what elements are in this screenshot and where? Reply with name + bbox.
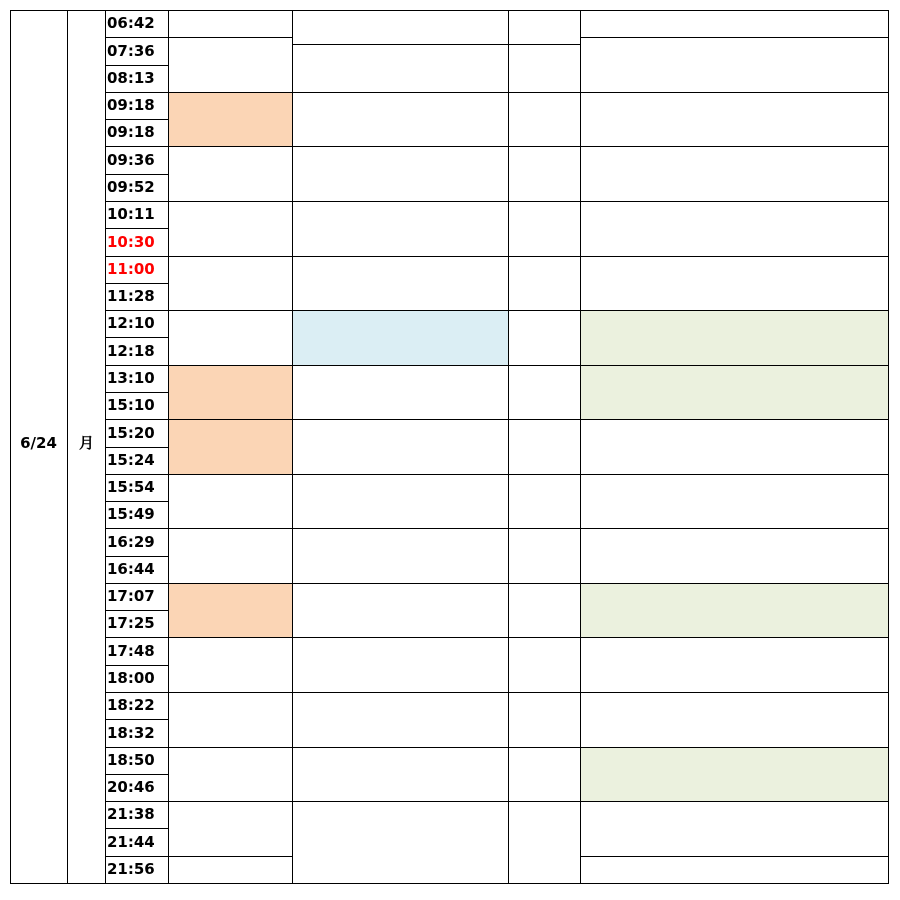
grid-hline: [168, 365, 293, 366]
grid-hline: [292, 146, 581, 147]
grid-vline: [580, 10, 581, 884]
time-cell: 10:30: [107, 232, 155, 251]
grid-hline: [105, 610, 169, 611]
time-cell: 21:44: [107, 832, 155, 851]
grid-hline: [580, 419, 889, 420]
time-cell: 08:13: [107, 69, 155, 87]
time-cell: 10:11: [107, 205, 155, 223]
grid-hline: [105, 856, 169, 857]
time-cell: 18:00: [107, 669, 155, 687]
station-fill: [168, 419, 292, 474]
time-cell: 15:20: [107, 423, 155, 442]
grid-hline: [105, 501, 169, 502]
note-fill: [580, 365, 888, 419]
grid-hline: [168, 37, 293, 38]
grid-hline: [105, 747, 169, 748]
time-cell: 12:10: [107, 314, 155, 332]
time-cell: 15:24: [107, 451, 155, 469]
time-cell: 18:22: [107, 696, 155, 714]
station-fill: [168, 92, 292, 146]
time-cell: 11:28: [107, 287, 155, 305]
grid-vline: [292, 10, 293, 884]
grid-hline: [580, 37, 889, 38]
grid-hline: [105, 37, 169, 38]
time-cell: 21:56: [107, 860, 155, 878]
date-cell: 6/24: [20, 434, 57, 452]
grid-hline: [105, 283, 169, 284]
time-cell: 06:42: [107, 14, 155, 32]
grid-hline: [168, 92, 293, 93]
grid-hline: [105, 365, 169, 366]
grid-vline: [508, 10, 509, 884]
grid-hline: [105, 310, 169, 311]
weekday-cell: 月: [78, 434, 94, 452]
grid-hline: [105, 665, 169, 666]
note-fill: [580, 583, 888, 637]
grid-hline: [10, 10, 889, 11]
grid-hline: [105, 719, 169, 720]
grid-hline: [292, 801, 581, 802]
grid-hline: [105, 201, 169, 202]
grid-hline: [168, 310, 293, 311]
time-cell: 09:18: [107, 123, 155, 141]
grid-hline: [168, 692, 293, 693]
grid-hline: [292, 365, 581, 366]
time-cell: 20:46: [107, 778, 155, 796]
grid-hline: [580, 583, 889, 584]
time-cell: 13:10: [107, 369, 155, 387]
grid-hline: [292, 474, 581, 475]
grid-hline: [580, 692, 889, 693]
grid-hline: [168, 856, 293, 857]
grid-hline: [105, 447, 169, 448]
grid-vline: [888, 10, 889, 884]
grid-hline: [10, 883, 889, 884]
grid-hline: [168, 528, 293, 529]
grid-hline: [292, 583, 581, 584]
grid-hline: [168, 201, 293, 202]
grid-hline: [105, 692, 169, 693]
grid-hline: [105, 801, 169, 802]
time-cell: 16:29: [107, 532, 155, 551]
grid-hline: [105, 528, 169, 529]
grid-hline: [105, 337, 169, 338]
grid-hline: [105, 92, 169, 93]
grid-hline: [292, 201, 581, 202]
grid-hline: [580, 92, 889, 93]
grid-hline: [292, 92, 581, 93]
time-cell: 21:38: [107, 805, 155, 823]
grid-hline: [292, 310, 581, 311]
grid-hline: [168, 801, 293, 802]
grid-hline: [105, 774, 169, 775]
time-cell: 11:00: [107, 260, 155, 278]
grid-hline: [105, 174, 169, 175]
grid-hline: [292, 747, 581, 748]
grid-hline: [105, 419, 169, 420]
time-cell: 09:18: [107, 96, 155, 114]
grid-hline: [105, 828, 169, 829]
grid-hline: [580, 747, 889, 748]
grid-hline: [580, 201, 889, 202]
grid-hline: [105, 119, 169, 120]
time-cell: 09:52: [107, 178, 155, 196]
grid-vline: [10, 10, 11, 884]
grid-vline: [168, 10, 169, 884]
grid-hline: [580, 256, 889, 257]
grid-hline: [105, 637, 169, 638]
time-cell: 16:44: [107, 560, 155, 578]
grid-hline: [292, 419, 581, 420]
time-cell: 09:36: [107, 150, 155, 169]
grid-hline: [168, 583, 293, 584]
grid-hline: [580, 528, 889, 529]
grid-hline: [580, 474, 889, 475]
grid-hline: [168, 256, 293, 257]
time-cell: 15:54: [107, 478, 155, 496]
grid-hline: [580, 365, 889, 366]
grid-hline: [105, 256, 169, 257]
note-fill: [580, 747, 888, 801]
grid-hline: [168, 419, 293, 420]
time-cell: 07:36: [107, 41, 155, 60]
grid-hline: [168, 474, 293, 475]
grid-hline: [105, 146, 169, 147]
time-cell: 17:07: [107, 587, 155, 605]
time-cell: 17:48: [107, 641, 155, 660]
grid-hline: [580, 856, 889, 857]
time-cell: 12:18: [107, 341, 155, 360]
grid-hline: [292, 44, 581, 45]
grid-hline: [580, 637, 889, 638]
grid-hline: [105, 556, 169, 557]
time-cell: 15:10: [107, 396, 155, 414]
grid-hline: [292, 528, 581, 529]
grid-hline: [292, 256, 581, 257]
grid-hline: [105, 474, 169, 475]
grid-hline: [580, 801, 889, 802]
grid-hline: [105, 228, 169, 229]
route-fill: [292, 310, 508, 365]
grid-hline: [292, 637, 581, 638]
grid-hline: [105, 583, 169, 584]
time-cell: 18:32: [107, 723, 155, 742]
note-fill: [580, 310, 888, 365]
time-cell: 18:50: [107, 751, 155, 769]
grid-hline: [168, 747, 293, 748]
grid-hline: [105, 65, 169, 66]
time-cell: 17:25: [107, 614, 155, 632]
grid-vline: [105, 10, 106, 884]
grid-hline: [580, 146, 889, 147]
station-fill: [168, 583, 292, 637]
grid-hline: [168, 146, 293, 147]
grid-vline: [67, 10, 68, 884]
grid-hline: [105, 392, 169, 393]
station-fill: [168, 365, 292, 419]
grid-hline: [292, 692, 581, 693]
time-cell: 15:49: [107, 505, 155, 523]
grid-hline: [168, 637, 293, 638]
grid-hline: [580, 310, 889, 311]
